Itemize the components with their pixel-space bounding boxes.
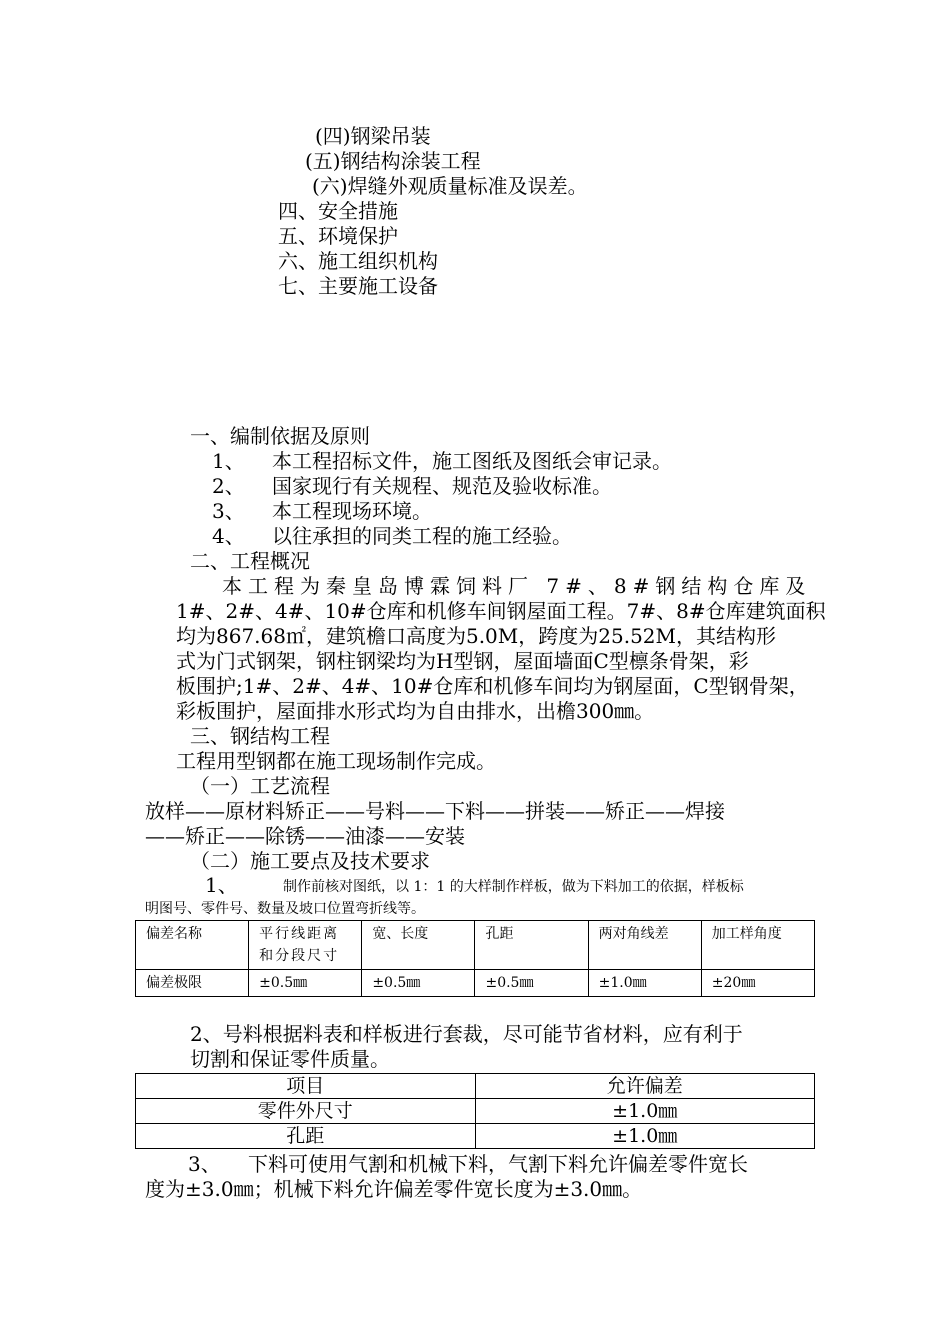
table-row [136, 970, 815, 997]
subsection-heading: （二）施工要点及技术要求 [190, 849, 430, 873]
table-header-cell: 加工样角度 [701, 921, 814, 970]
table-header-cell: 两对角线差 [588, 921, 701, 970]
table-cell: 零件外尺寸 [136, 1099, 476, 1124]
table-row [136, 921, 815, 970]
list-item-text: 本工程招标文件，施工图纸及图纸会审记录。 [272, 449, 672, 473]
list-item [188, 1152, 748, 1177]
list-item [212, 474, 612, 499]
table-cell: ±1.0㎜ [475, 1124, 815, 1149]
paragraph-line: 2、号料根据料表和样板进行套裁，尽可能节省材料，应有利于 [190, 1022, 743, 1046]
toc-item: (四)钢梁吊装 [315, 124, 431, 148]
toc-item: (六)焊缝外观质量标准及误差。 [312, 174, 588, 198]
deviation-table [135, 1073, 815, 1149]
toc-item: (五)钢结构涂装工程 [305, 149, 481, 173]
list-item-number: 4、 [212, 524, 245, 548]
toc-item: 七、主要施工设备 [278, 274, 438, 298]
paragraph-line: 1#、2#、4#、10#仓库和机修车间钢屋面工程。7#、8#仓库建筑面积 [176, 599, 826, 623]
paragraph-line: 均为867.68㎡，建筑檐口高度为5.0M，跨度为25.52M，其结构形 [176, 624, 776, 648]
table-row [136, 1099, 815, 1124]
section-heading: 一、编制依据及原则 [190, 424, 370, 448]
table-cell: ±0.5㎜ [475, 970, 588, 997]
table-header-cell: 孔距 [475, 921, 588, 970]
section-heading: 三、钢结构工程 [190, 724, 330, 748]
table-header-cell: 允许偏差 [475, 1074, 815, 1099]
paragraph-line: 本工程为秦皇岛博霖饲料厂 7#、8#钢结构仓库及 [222, 574, 812, 598]
list-item-text: 本工程现场环境。 [272, 499, 432, 523]
process-flow: ——矫正——除锈——油漆——安装 [145, 824, 465, 848]
subsection-heading: （一）工艺流程 [190, 774, 330, 798]
paragraph-line: 切割和保证零件质量。 [190, 1047, 390, 1071]
list-item-number: 3、 [212, 499, 245, 523]
table-header-cell: 偏差名称 [136, 921, 249, 970]
paragraph-line: 板围护;1#、2#、4#、10#仓库和机修车间均为钢屋面，C型钢骨架， [176, 674, 809, 698]
table-row [136, 1124, 815, 1149]
toc-item: 五、环境保护 [278, 224, 398, 248]
table-header-cell: 平行线距离和分段尺寸 [249, 921, 362, 970]
table-header-cell: 宽、长度 [362, 921, 475, 970]
list-item-text: 国家现行有关规程、规范及验收标准。 [272, 474, 612, 498]
table-cell: ±0.5㎜ [362, 970, 475, 997]
list-item-number: 1、 [212, 449, 245, 473]
table-cell: 孔距 [136, 1124, 476, 1149]
list-item-text: 明图号、零件号、数量及坡口位置弯折线等。 [145, 901, 425, 917]
list-item-number: 2、 [212, 474, 245, 498]
list-item-number: 1、 [205, 873, 238, 897]
list-item-text: 制作前核对图纸，以 1：1 的大样制作样板，做为下料加工的依据，样板标 [283, 879, 744, 895]
toc-item: 四、安全措施 [278, 199, 398, 223]
list-item-text: 下料可使用气割和机械下料，气割下料允许偏差零件宽长 [248, 1152, 748, 1176]
list-item-text: 以往承担的同类工程的施工经验。 [272, 524, 572, 548]
tolerance-table [135, 920, 815, 997]
table-cell: ±1.0㎜ [475, 1099, 815, 1124]
toc-item: 六、施工组织机构 [278, 249, 438, 273]
table-cell: 偏差极限 [136, 970, 249, 997]
list-item-number: 3、 [188, 1152, 221, 1176]
paragraph-line: 工程用型钢都在施工现场制作完成。 [176, 749, 496, 773]
paragraph-line: 式为门式钢架，钢柱钢梁均为H型钢，屋面墙面C型檩条骨架，彩 [176, 649, 749, 673]
table-header-cell: 项目 [136, 1074, 476, 1099]
process-flow: 放样——原材料矫正——号料——下料——拼装——矫正——焊接 [145, 799, 725, 823]
list-item [212, 499, 432, 524]
table-cell: ±20㎜ [701, 970, 814, 997]
list-item [212, 449, 672, 474]
table-cell: ±0.5㎜ [249, 970, 362, 997]
paragraph-line: 度为±3.0㎜；机械下料允许偏差零件宽长度为±3.0㎜。 [145, 1177, 643, 1201]
paragraph-line: 彩板围护，屋面排水形式均为自由排水，出檐300㎜。 [176, 699, 655, 723]
section-heading: 二、工程概况 [190, 549, 310, 573]
table-row [136, 1074, 815, 1099]
list-item [212, 524, 572, 549]
table-cell: ±1.0㎜ [588, 970, 701, 997]
